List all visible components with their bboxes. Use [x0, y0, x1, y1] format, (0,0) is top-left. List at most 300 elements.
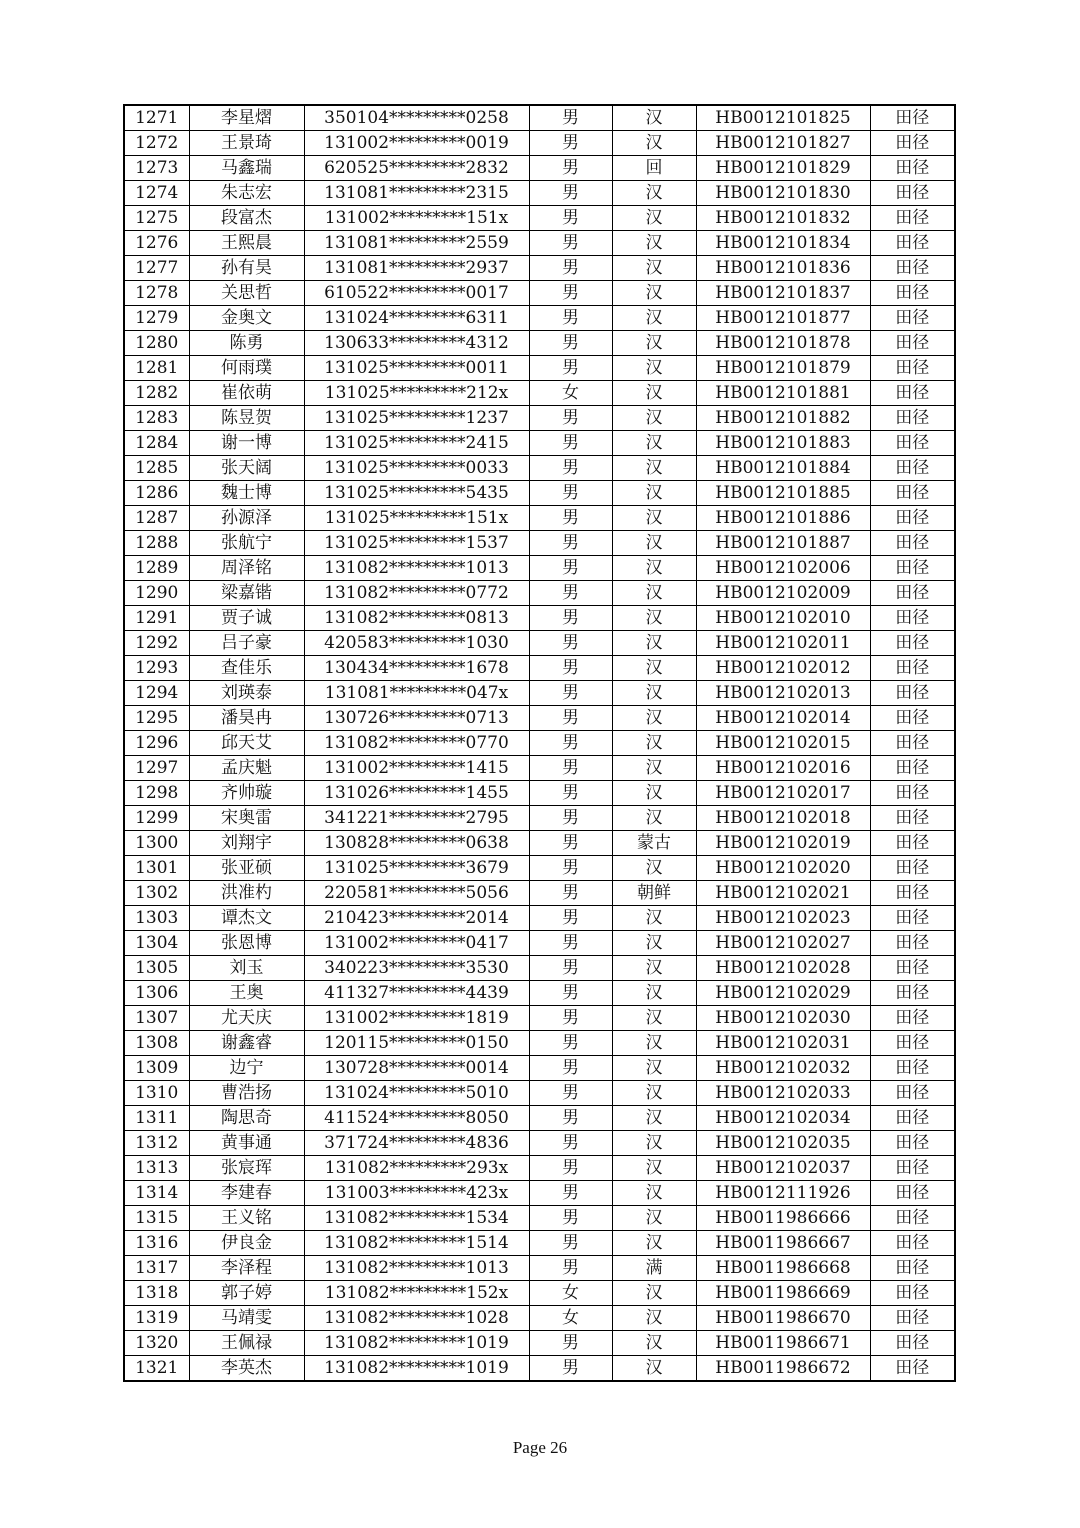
row-number-cell: 1307 [124, 1006, 189, 1031]
ethnicity-cell: 汉 [612, 1006, 696, 1031]
row-number-cell: 1313 [124, 1156, 189, 1181]
registration-number-cell: HB0012101837 [696, 281, 870, 306]
sport-cell: 田径 [870, 1231, 955, 1256]
id-number-cell: 131002*********1819 [304, 1006, 529, 1031]
athlete-name-cell: 何雨璞 [189, 356, 304, 381]
athlete-name-cell: 朱志宏 [189, 181, 304, 206]
gender-cell: 男 [529, 456, 612, 481]
registration-number-cell: HB0012102012 [696, 656, 870, 681]
id-number-cell: 131025*********5435 [304, 481, 529, 506]
row-number-cell: 1304 [124, 931, 189, 956]
registration-number-cell: HB0012102015 [696, 731, 870, 756]
registration-number-cell: HB0012102035 [696, 1131, 870, 1156]
registration-number-cell: HB0012101836 [696, 256, 870, 281]
table-row [124, 856, 955, 881]
table-row [124, 906, 955, 931]
table-row [124, 531, 955, 556]
ethnicity-cell: 汉 [612, 981, 696, 1006]
athlete-name-cell: 谢一博 [189, 431, 304, 456]
id-number-cell: 411327*********4439 [304, 981, 529, 1006]
sport-cell: 田径 [870, 831, 955, 856]
athlete-name-cell: 刘翔宇 [189, 831, 304, 856]
athlete-name-cell: 段富杰 [189, 206, 304, 231]
gender-cell: 男 [529, 806, 612, 831]
athlete-name-cell: 魏士博 [189, 481, 304, 506]
row-number-cell: 1291 [124, 606, 189, 631]
gender-cell: 男 [529, 1081, 612, 1106]
table-row [124, 406, 955, 431]
id-number-cell: 130633*********4312 [304, 331, 529, 356]
id-number-cell: 131002*********0417 [304, 931, 529, 956]
id-number-cell: 131025*********1237 [304, 406, 529, 431]
registration-number-cell: HB0012102021 [696, 881, 870, 906]
registration-number-cell: HB0012101884 [696, 456, 870, 481]
table-row [124, 331, 955, 356]
row-number-cell: 1309 [124, 1056, 189, 1081]
athlete-name-cell: 陈勇 [189, 331, 304, 356]
athlete-name-cell: 崔依萌 [189, 381, 304, 406]
registration-number-cell: HB0011986671 [696, 1331, 870, 1356]
id-number-cell: 420583*********1030 [304, 631, 529, 656]
registration-number-cell: HB0012102014 [696, 706, 870, 731]
sport-cell: 田径 [870, 131, 955, 156]
athlete-name-cell: 李泽程 [189, 1256, 304, 1281]
athlete-name-cell: 邱天艾 [189, 731, 304, 756]
ethnicity-cell: 汉 [612, 231, 696, 256]
sport-cell: 田径 [870, 181, 955, 206]
gender-cell: 男 [529, 1006, 612, 1031]
gender-cell: 男 [529, 606, 612, 631]
athlete-name-cell: 黄事通 [189, 1131, 304, 1156]
row-number-cell: 1308 [124, 1031, 189, 1056]
table-row [124, 631, 955, 656]
athlete-name-cell: 谭杰文 [189, 906, 304, 931]
sport-cell: 田径 [870, 356, 955, 381]
athlete-name-cell: 刘瑛泰 [189, 681, 304, 706]
id-number-cell: 131002*********151x [304, 206, 529, 231]
row-number-cell: 1292 [124, 631, 189, 656]
row-number-cell: 1300 [124, 831, 189, 856]
registration-number-cell: HB0012101830 [696, 181, 870, 206]
registration-number-cell: HB0012102006 [696, 556, 870, 581]
table-row [124, 806, 955, 831]
athlete-name-cell: 张宸珲 [189, 1156, 304, 1181]
gender-cell: 男 [529, 706, 612, 731]
sport-cell: 田径 [870, 1206, 955, 1231]
id-number-cell: 131025*********151x [304, 506, 529, 531]
sport-cell: 田径 [870, 531, 955, 556]
athlete-name-cell: 陶思奇 [189, 1106, 304, 1131]
ethnicity-cell: 蒙古 [612, 831, 696, 856]
ethnicity-cell: 回 [612, 156, 696, 181]
registration-number-cell: HB0012101887 [696, 531, 870, 556]
registration-number-cell: HB0012101834 [696, 231, 870, 256]
registration-number-cell: HB0012102016 [696, 756, 870, 781]
gender-cell: 男 [529, 206, 612, 231]
gender-cell: 男 [529, 281, 612, 306]
ethnicity-cell: 汉 [612, 706, 696, 731]
sport-cell: 田径 [870, 1281, 955, 1306]
ethnicity-cell: 汉 [612, 1131, 696, 1156]
athlete-roster-table [123, 104, 956, 1382]
id-number-cell: 131082*********0813 [304, 606, 529, 631]
gender-cell: 男 [529, 531, 612, 556]
gender-cell: 女 [529, 1306, 612, 1331]
id-number-cell: 131082*********293x [304, 1156, 529, 1181]
registration-number-cell: HB0012101886 [696, 506, 870, 531]
sport-cell: 田径 [870, 306, 955, 331]
ethnicity-cell: 汉 [612, 1281, 696, 1306]
id-number-cell: 131082*********1514 [304, 1231, 529, 1256]
ethnicity-cell: 汉 [612, 105, 696, 131]
ethnicity-cell: 汉 [612, 481, 696, 506]
id-number-cell: 131025*********2415 [304, 431, 529, 456]
sport-cell: 田径 [870, 681, 955, 706]
athlete-name-cell: 王奥 [189, 981, 304, 1006]
sport-cell: 田径 [870, 381, 955, 406]
registration-number-cell: HB0012102032 [696, 1056, 870, 1081]
sport-cell: 田径 [870, 1106, 955, 1131]
id-number-cell: 620525*********2832 [304, 156, 529, 181]
sport-cell: 田径 [870, 706, 955, 731]
gender-cell: 男 [529, 1131, 612, 1156]
id-number-cell: 371724*********4836 [304, 1131, 529, 1156]
sport-cell: 田径 [870, 456, 955, 481]
athlete-name-cell: 张恩博 [189, 931, 304, 956]
athlete-name-cell: 查佳乐 [189, 656, 304, 681]
registration-number-cell: HB0012101882 [696, 406, 870, 431]
row-number-cell: 1302 [124, 881, 189, 906]
registration-number-cell: HB0011986670 [696, 1306, 870, 1331]
gender-cell: 男 [529, 1356, 612, 1382]
athlete-name-cell: 王义铭 [189, 1206, 304, 1231]
table-row [124, 956, 955, 981]
ethnicity-cell: 汉 [612, 1356, 696, 1382]
row-number-cell: 1306 [124, 981, 189, 1006]
sport-cell: 田径 [870, 656, 955, 681]
registration-number-cell: HB0012102018 [696, 806, 870, 831]
athlete-name-cell: 马鑫瑞 [189, 156, 304, 181]
row-number-cell: 1285 [124, 456, 189, 481]
registration-number-cell: HB0012102033 [696, 1081, 870, 1106]
id-number-cell: 130434*********1678 [304, 656, 529, 681]
sport-cell: 田径 [870, 1306, 955, 1331]
ethnicity-cell: 汉 [612, 206, 696, 231]
gender-cell: 男 [529, 781, 612, 806]
sport-cell: 田径 [870, 206, 955, 231]
id-number-cell: 131082*********1013 [304, 556, 529, 581]
ethnicity-cell: 汉 [612, 281, 696, 306]
ethnicity-cell: 汉 [612, 1031, 696, 1056]
registration-number-cell: HB0012102009 [696, 581, 870, 606]
gender-cell: 男 [529, 981, 612, 1006]
table-row [124, 381, 955, 406]
sport-cell: 田径 [870, 231, 955, 256]
athlete-name-cell: 潘昊冉 [189, 706, 304, 731]
registration-number-cell: HB0012102037 [696, 1156, 870, 1181]
athlete-name-cell: 陈昱贺 [189, 406, 304, 431]
id-number-cell: 210423*********2014 [304, 906, 529, 931]
id-number-cell: 131082*********1028 [304, 1306, 529, 1331]
page-number: Page 26 [512, 1438, 568, 1457]
ethnicity-cell: 满 [612, 1256, 696, 1281]
ethnicity-cell: 汉 [612, 656, 696, 681]
row-number-cell: 1311 [124, 1106, 189, 1131]
registration-number-cell: HB0012101829 [696, 156, 870, 181]
sport-cell: 田径 [870, 506, 955, 531]
table-row [124, 931, 955, 956]
table-row [124, 731, 955, 756]
sport-cell: 田径 [870, 981, 955, 1006]
sport-cell: 田径 [870, 631, 955, 656]
gender-cell: 男 [529, 731, 612, 756]
row-number-cell: 1289 [124, 556, 189, 581]
ethnicity-cell: 汉 [612, 356, 696, 381]
gender-cell: 男 [529, 581, 612, 606]
ethnicity-cell: 汉 [612, 131, 696, 156]
registration-number-cell: HB0012101881 [696, 381, 870, 406]
sport-cell: 田径 [870, 1331, 955, 1356]
gender-cell: 男 [529, 331, 612, 356]
ethnicity-cell: 汉 [612, 456, 696, 481]
row-number-cell: 1281 [124, 356, 189, 381]
row-number-cell: 1301 [124, 856, 189, 881]
table-row [124, 1306, 955, 1331]
athlete-name-cell: 伊良金 [189, 1231, 304, 1256]
row-number-cell: 1284 [124, 431, 189, 456]
table-row [124, 1156, 955, 1181]
registration-number-cell: HB0012102027 [696, 931, 870, 956]
sport-cell: 田径 [870, 931, 955, 956]
table-row [124, 981, 955, 1006]
gender-cell: 男 [529, 681, 612, 706]
id-number-cell: 131024*********6311 [304, 306, 529, 331]
table-row [124, 105, 955, 131]
table-row [124, 181, 955, 206]
ethnicity-cell: 汉 [612, 506, 696, 531]
athlete-name-cell: 孙源泽 [189, 506, 304, 531]
gender-cell: 男 [529, 1231, 612, 1256]
row-number-cell: 1312 [124, 1131, 189, 1156]
row-number-cell: 1272 [124, 131, 189, 156]
id-number-cell: 131002*********0019 [304, 131, 529, 156]
athlete-name-cell: 尤天庆 [189, 1006, 304, 1031]
sport-cell: 田径 [870, 331, 955, 356]
athlete-name-cell: 谢鑫睿 [189, 1031, 304, 1056]
registration-number-cell: HB0012101827 [696, 131, 870, 156]
row-number-cell: 1319 [124, 1306, 189, 1331]
id-number-cell: 131026*********1455 [304, 781, 529, 806]
sport-cell: 田径 [870, 1256, 955, 1281]
gender-cell: 男 [529, 656, 612, 681]
registration-number-cell: HB0011986669 [696, 1281, 870, 1306]
table-row [124, 431, 955, 456]
id-number-cell: 131025*********3679 [304, 856, 529, 881]
sport-cell: 田径 [870, 481, 955, 506]
table-row [124, 1206, 955, 1231]
table-row [124, 356, 955, 381]
sport-cell: 田径 [870, 1156, 955, 1181]
sport-cell: 田径 [870, 581, 955, 606]
registration-number-cell: HB0011986667 [696, 1231, 870, 1256]
table-row [124, 706, 955, 731]
table-row [124, 1081, 955, 1106]
ethnicity-cell: 汉 [612, 406, 696, 431]
athlete-name-cell: 边宁 [189, 1056, 304, 1081]
sport-cell: 田径 [870, 156, 955, 181]
athlete-name-cell: 刘玉 [189, 956, 304, 981]
gender-cell: 男 [529, 856, 612, 881]
ethnicity-cell: 汉 [612, 181, 696, 206]
id-number-cell: 131082*********0770 [304, 731, 529, 756]
registration-number-cell: HB0012102029 [696, 981, 870, 1006]
ethnicity-cell: 汉 [612, 581, 696, 606]
sport-cell: 田径 [870, 1181, 955, 1206]
sport-cell: 田径 [870, 1006, 955, 1031]
ethnicity-cell: 汉 [612, 606, 696, 631]
gender-cell: 男 [529, 956, 612, 981]
athlete-name-cell: 宋奥雷 [189, 806, 304, 831]
gender-cell: 男 [529, 631, 612, 656]
athlete-name-cell: 周泽铭 [189, 556, 304, 581]
table-row [124, 281, 955, 306]
row-number-cell: 1288 [124, 531, 189, 556]
row-number-cell: 1296 [124, 731, 189, 756]
table-row [124, 831, 955, 856]
table-row [124, 1106, 955, 1131]
ethnicity-cell: 汉 [612, 856, 696, 881]
table-row [124, 1056, 955, 1081]
row-number-cell: 1294 [124, 681, 189, 706]
id-number-cell: 131025*********0011 [304, 356, 529, 381]
gender-cell: 男 [529, 256, 612, 281]
gender-cell: 男 [529, 556, 612, 581]
ethnicity-cell: 汉 [612, 1331, 696, 1356]
table-row [124, 756, 955, 781]
athlete-name-cell: 吕子豪 [189, 631, 304, 656]
id-number-cell: 350104*********0258 [304, 105, 529, 131]
registration-number-cell: HB0012101877 [696, 306, 870, 331]
row-number-cell: 1277 [124, 256, 189, 281]
id-number-cell: 131082*********1019 [304, 1356, 529, 1382]
row-number-cell: 1282 [124, 381, 189, 406]
id-number-cell: 131003*********423x [304, 1181, 529, 1206]
registration-number-cell: HB0012102010 [696, 606, 870, 631]
row-number-cell: 1318 [124, 1281, 189, 1306]
gender-cell: 男 [529, 431, 612, 456]
gender-cell: 男 [529, 105, 612, 131]
sport-cell: 田径 [870, 105, 955, 131]
ethnicity-cell: 汉 [612, 906, 696, 931]
athlete-name-cell: 孙有昊 [189, 256, 304, 281]
athlete-name-cell: 李英杰 [189, 1356, 304, 1382]
registration-number-cell: HB0012101832 [696, 206, 870, 231]
ethnicity-cell: 汉 [612, 1056, 696, 1081]
gender-cell: 男 [529, 231, 612, 256]
id-number-cell: 130726*********0713 [304, 706, 529, 731]
sport-cell: 田径 [870, 856, 955, 881]
athlete-name-cell: 洪准杓 [189, 881, 304, 906]
gender-cell: 男 [529, 906, 612, 931]
ethnicity-cell: 汉 [612, 1181, 696, 1206]
gender-cell: 男 [529, 406, 612, 431]
athlete-name-cell: 孟庆魁 [189, 756, 304, 781]
registration-number-cell: HB0012101879 [696, 356, 870, 381]
ethnicity-cell: 朝鲜 [612, 881, 696, 906]
athlete-name-cell: 张航宁 [189, 531, 304, 556]
registration-number-cell: HB0012101878 [696, 331, 870, 356]
table-row [124, 1231, 955, 1256]
table-row [124, 1256, 955, 1281]
registration-number-cell: HB0012102017 [696, 781, 870, 806]
table-row [124, 1031, 955, 1056]
registration-number-cell: HB0012102028 [696, 956, 870, 981]
athlete-name-cell: 王景琦 [189, 131, 304, 156]
table-row [124, 656, 955, 681]
sport-cell: 田径 [870, 731, 955, 756]
ethnicity-cell: 汉 [612, 1106, 696, 1131]
registration-number-cell: HB0011986666 [696, 1206, 870, 1231]
ethnicity-cell: 汉 [612, 531, 696, 556]
id-number-cell: 340223*********3530 [304, 956, 529, 981]
id-number-cell: 131081*********047x [304, 681, 529, 706]
table-row [124, 131, 955, 156]
id-number-cell: 131081*********2937 [304, 256, 529, 281]
registration-number-cell: HB0012102034 [696, 1106, 870, 1131]
sport-cell: 田径 [870, 1356, 955, 1382]
ethnicity-cell: 汉 [612, 781, 696, 806]
registration-number-cell: HB0012101883 [696, 431, 870, 456]
id-number-cell: 131081*********2559 [304, 231, 529, 256]
sport-cell: 田径 [870, 606, 955, 631]
table-body [124, 105, 955, 1381]
athlete-name-cell: 梁嘉锴 [189, 581, 304, 606]
ethnicity-cell: 汉 [612, 256, 696, 281]
gender-cell: 男 [529, 356, 612, 381]
gender-cell: 男 [529, 1331, 612, 1356]
row-number-cell: 1276 [124, 231, 189, 256]
gender-cell: 女 [529, 1281, 612, 1306]
ethnicity-cell: 汉 [612, 806, 696, 831]
row-number-cell: 1298 [124, 781, 189, 806]
athlete-name-cell: 王佩禄 [189, 1331, 304, 1356]
ethnicity-cell: 汉 [612, 1081, 696, 1106]
gender-cell: 男 [529, 1031, 612, 1056]
athlete-name-cell: 李星熠 [189, 105, 304, 131]
table-row [124, 681, 955, 706]
id-number-cell: 131025*********0033 [304, 456, 529, 481]
gender-cell: 男 [529, 506, 612, 531]
gender-cell: 男 [529, 1181, 612, 1206]
athlete-name-cell: 关思哲 [189, 281, 304, 306]
row-number-cell: 1290 [124, 581, 189, 606]
sport-cell: 田径 [870, 256, 955, 281]
ethnicity-cell: 汉 [612, 1306, 696, 1331]
row-number-cell: 1303 [124, 906, 189, 931]
row-number-cell: 1317 [124, 1256, 189, 1281]
athlete-name-cell: 贾子诚 [189, 606, 304, 631]
row-number-cell: 1278 [124, 281, 189, 306]
row-number-cell: 1316 [124, 1231, 189, 1256]
row-number-cell: 1274 [124, 181, 189, 206]
ethnicity-cell: 汉 [612, 1156, 696, 1181]
row-number-cell: 1271 [124, 105, 189, 131]
row-number-cell: 1305 [124, 956, 189, 981]
id-number-cell: 220581*********5056 [304, 881, 529, 906]
registration-number-cell: HB0012102023 [696, 906, 870, 931]
id-number-cell: 610522*********0017 [304, 281, 529, 306]
gender-cell: 男 [529, 756, 612, 781]
